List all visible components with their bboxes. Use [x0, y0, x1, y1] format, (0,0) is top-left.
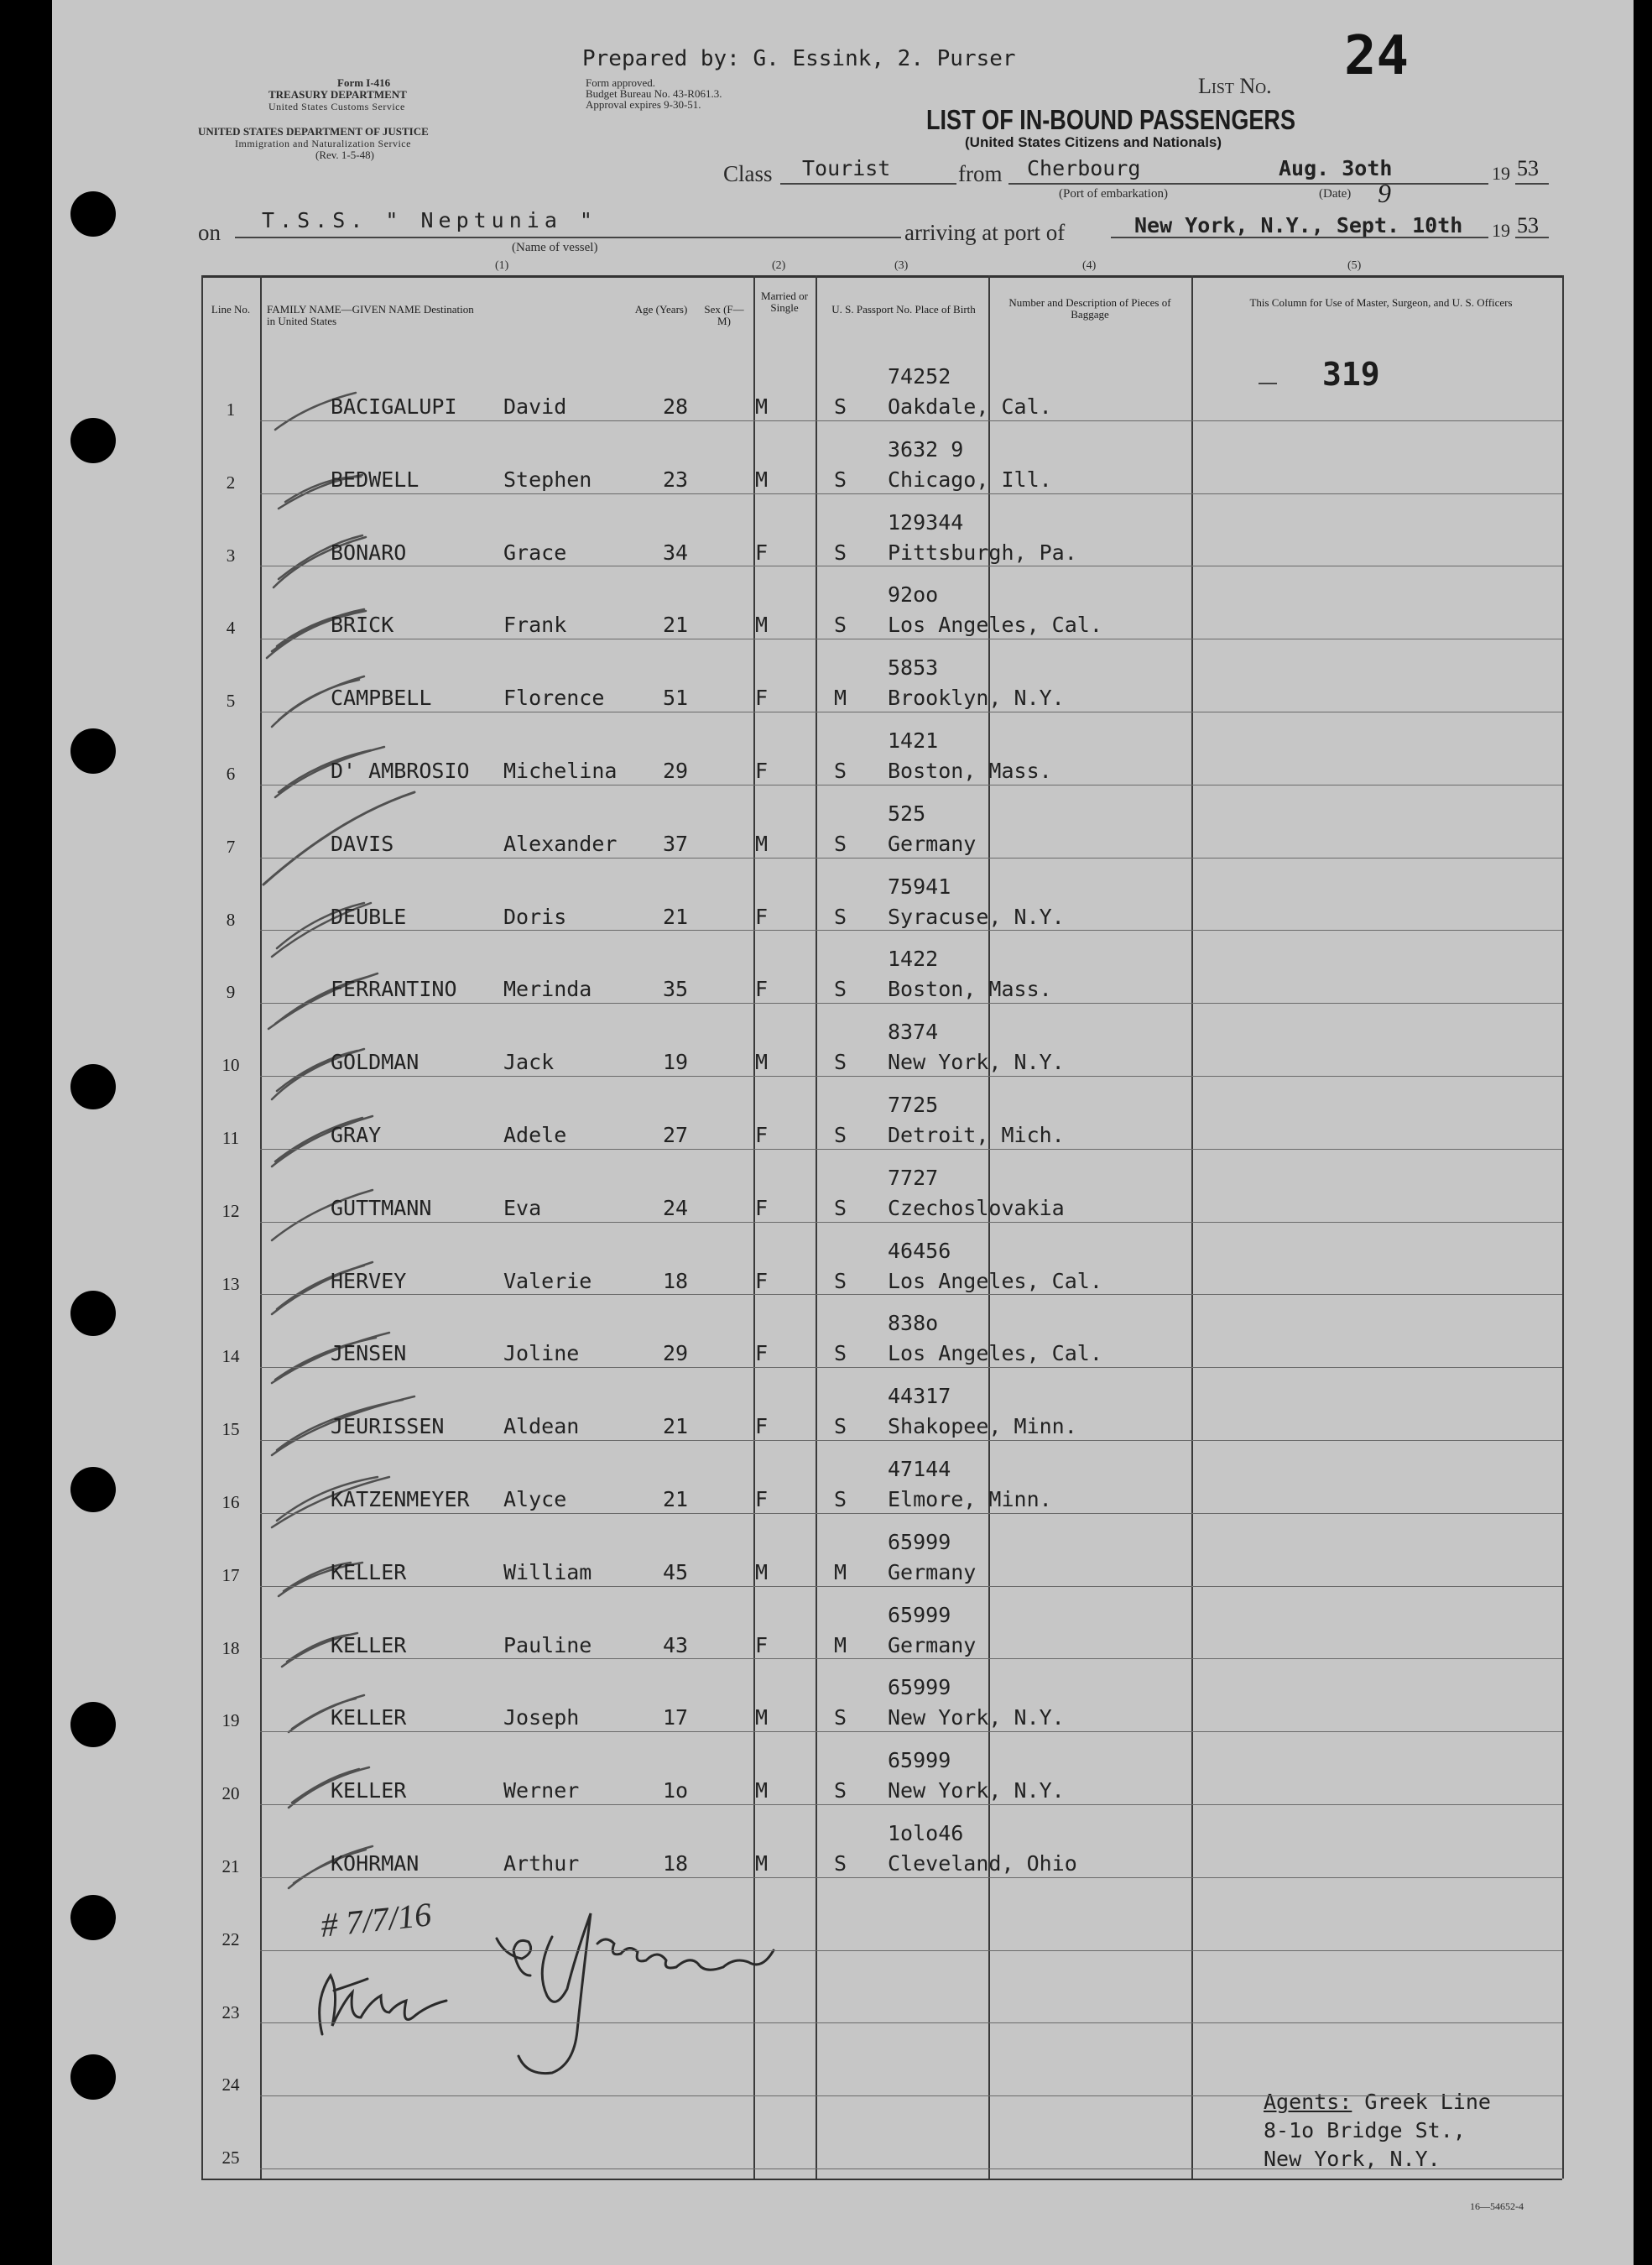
cell-line: 20 [221, 1783, 240, 1804]
cell-line: 25 [221, 2148, 240, 2168]
cell-family: KATZENMEYER [331, 1487, 470, 1511]
cell-given: Aldean [503, 1414, 580, 1439]
cell-given: Valerie [503, 1268, 592, 1293]
cell-line: 7 [226, 836, 236, 857]
cell-sex: M [755, 1778, 769, 1803]
cell-given: Joline [503, 1341, 580, 1366]
list-no-label: List No. [1198, 74, 1272, 98]
cell-birth: New York, N.Y. [888, 1705, 1065, 1730]
class-value: Tourist [802, 156, 891, 180]
row-rule [260, 2095, 1562, 2096]
cell-sex: F [755, 540, 769, 565]
cell-birth: Boston, Mass. [888, 977, 1052, 1002]
cell-passport: 3632 9 [888, 436, 964, 462]
cell-family: DEUBLE [331, 904, 407, 929]
cell-birth: New York, N.Y. [888, 1050, 1065, 1075]
cell-ms: S [834, 1487, 847, 1511]
cell-birth: Syracuse, N.Y. [888, 904, 1065, 929]
cell-given: Werner [503, 1778, 580, 1803]
cell-ms: S [834, 1705, 847, 1730]
cell-given: Pauline [503, 1632, 592, 1657]
cell-line: 3 [226, 545, 236, 566]
cell-sex: F [755, 1341, 769, 1366]
cell-given: Joseph [503, 1705, 580, 1730]
handwritten-note: # 7/7/16 [319, 1895, 434, 1944]
cell-age: 34 [663, 540, 689, 565]
immigration-service: Immigration and Naturalization Service [235, 138, 411, 149]
cell-passport: 92oo [888, 582, 939, 608]
cell-birth: Czechoslovakia [888, 1195, 1065, 1220]
agents-address-1: 8-1o Bridge St., [1264, 2118, 1466, 2142]
row-rule [260, 420, 1562, 421]
form-id: Form I-416 [337, 76, 391, 89]
row-rule [260, 1586, 1562, 1587]
cell-ms: S [834, 467, 847, 492]
cell-given: Alyce [503, 1487, 567, 1511]
col-number: (1) [495, 259, 509, 272]
cell-family: FERRANTINO [331, 977, 457, 1002]
officer-stamp-number: 319 [1322, 356, 1380, 393]
cell-line: 11 [221, 1128, 240, 1148]
cell-line: 1 [226, 399, 236, 420]
cell-birth: Los Angeles, Cal. [888, 1341, 1102, 1366]
arrival-year: 53 [1517, 213, 1539, 237]
col-head-age: Age (Years) [634, 303, 688, 316]
cell-ms: S [834, 1414, 847, 1439]
cell-sex: M [755, 1705, 769, 1730]
cell-age: 37 [663, 831, 689, 856]
cell-ms: S [834, 831, 847, 856]
cell-given: Alexander [503, 831, 618, 856]
cell-line: 12 [221, 1200, 240, 1221]
col-head-sex: Sex (F—M) [704, 303, 744, 327]
cell-family: KELLER [331, 1778, 407, 1803]
cell-given: Michelina [503, 759, 618, 783]
cell-passport: 46456 [888, 1238, 951, 1263]
cell-passport: 47144 [888, 1457, 951, 1481]
cell-given: Doris [503, 904, 567, 929]
cell-line: 16 [221, 1492, 240, 1512]
row-rule [260, 2022, 1562, 2023]
row-rule [260, 1804, 1562, 1805]
list-number: 24 [1344, 25, 1410, 87]
cell-age: 45 [663, 1559, 689, 1584]
expires-line: Approval expires 9-30-51. [586, 98, 701, 111]
cell-sex: F [755, 1632, 769, 1657]
cell-sex: M [755, 1050, 769, 1075]
cell-ms: S [834, 1268, 847, 1293]
cell-given: Eva [503, 1195, 542, 1220]
cell-sex: F [755, 1123, 769, 1147]
cell-ms: S [834, 1050, 847, 1075]
cell-passport: 838o [888, 1311, 939, 1336]
cell-birth: Shakopee, Minn. [888, 1414, 1077, 1439]
revision: (Rev. 1-5-48) [315, 149, 374, 161]
col-number: (4) [1082, 259, 1097, 272]
cell-line: 17 [221, 1564, 240, 1585]
cell-sex: F [755, 1195, 769, 1220]
cell-age: 21 [663, 1414, 689, 1439]
row-rule [260, 1367, 1562, 1368]
cell-birth: Germany [888, 831, 977, 856]
col-head-line: Line No. [211, 303, 251, 316]
cell-sex: F [755, 1487, 769, 1511]
cell-family: GRAY [331, 1123, 382, 1147]
col-head-passport: U. S. Passport No. Place of Birth [831, 303, 976, 316]
cell-passport: 7727 [888, 1165, 939, 1190]
arrival-year-prefix: 19 [1492, 220, 1510, 241]
cell-family: GOLDMAN [331, 1050, 420, 1075]
cell-ms: S [834, 1851, 847, 1876]
cell-given: David [503, 394, 567, 419]
arriving-label: arriving at port of [904, 220, 1066, 245]
cell-line: 19 [221, 1710, 240, 1731]
agents-block [1264, 2090, 1491, 2114]
cell-age: 43 [663, 1632, 689, 1657]
row-rule [260, 1513, 1562, 1514]
cell-sex: M [755, 1559, 769, 1584]
date-year-prefix: 19 [1492, 163, 1510, 184]
cell-sex: F [755, 977, 769, 1002]
cell-passport: 8374 [888, 1020, 939, 1045]
cell-passport: 129344 [888, 509, 964, 535]
cell-line: 15 [221, 1419, 240, 1440]
cell-sex: F [755, 1268, 769, 1293]
arrival-value: New York, N.Y., Sept. 10th [1134, 213, 1463, 237]
cell-age: 35 [663, 977, 689, 1002]
agents-address-2: New York, N.Y. [1264, 2147, 1441, 2171]
row-rule [260, 493, 1562, 494]
cell-age: 18 [663, 1851, 689, 1876]
cell-line: 21 [221, 1856, 240, 1876]
prepared-by: Prepared by: G. Essink, 2. Purser [582, 46, 1016, 71]
cell-age: 1o [663, 1778, 689, 1803]
cell-line: 6 [226, 764, 236, 784]
row-rule [260, 1950, 1562, 1951]
cell-ms: S [834, 977, 847, 1002]
cell-age: 21 [663, 613, 689, 638]
cell-line: 5 [226, 691, 236, 712]
cell-family: KELLER [331, 1559, 407, 1584]
cell-sex: F [755, 1414, 769, 1439]
from-value: Cherbourg [1027, 156, 1141, 180]
cell-sex: F [755, 904, 769, 929]
cell-age: 18 [663, 1268, 689, 1293]
cell-family: HERVEY [331, 1268, 407, 1293]
cell-age: 19 [663, 1050, 689, 1075]
cell-sex: M [755, 394, 769, 419]
customs-service: United States Customs Service [268, 101, 405, 112]
vessel-name: T.S.S. " Neptunia " [262, 208, 597, 232]
on-label: on [198, 220, 221, 245]
cell-birth: Brooklyn, N.Y. [888, 686, 1065, 711]
cell-passport: 65999 [888, 1675, 951, 1700]
cell-birth: Boston, Mass. [888, 759, 1052, 783]
cell-age: 29 [663, 1341, 689, 1366]
cell-family: BRICK [331, 613, 394, 638]
cell-sex: M [755, 831, 769, 856]
budget-line: Budget Bureau No. 43-R061.3. [586, 87, 722, 100]
cell-family: KELLER [331, 1632, 407, 1657]
cell-age: 21 [663, 904, 689, 929]
cell-family: GUTTMANN [331, 1195, 432, 1220]
row-rule [260, 1731, 1562, 1732]
cell-age: 29 [663, 759, 689, 783]
cell-passport: 44317 [888, 1384, 951, 1409]
cell-line: 10 [221, 1055, 240, 1076]
cell-family: BEDWELL [331, 467, 420, 492]
vessel-caption: (Name of vessel) [512, 241, 598, 254]
cell-birth: Los Angeles, Cal. [888, 613, 1102, 638]
cell-birth: Cleveland, Ohio [888, 1851, 1077, 1876]
cell-sex: F [755, 686, 769, 711]
cell-line: 8 [226, 909, 236, 930]
cell-passport: 1421 [888, 728, 939, 753]
cell-ms: M [834, 1632, 847, 1657]
cell-given: Grace [503, 540, 567, 565]
cell-line: 18 [221, 1637, 240, 1658]
cell-passport: 525 [888, 801, 926, 826]
cell-passport: 7725 [888, 1093, 939, 1117]
treasury-dept: TREASURY DEPARTMENT [268, 88, 407, 101]
cell-family: DAVIS [331, 831, 394, 856]
cell-birth: New York, N.Y. [888, 1778, 1065, 1803]
cell-ms: S [834, 759, 847, 783]
col-head-married: Married or Single [761, 290, 808, 314]
row-rule [260, 1440, 1562, 1441]
footer-code: 16—54652-4 [1470, 2200, 1524, 2212]
row-rule [260, 1877, 1562, 1878]
cell-birth: Germany [888, 1632, 977, 1657]
cell-passport: 74252 [888, 364, 951, 389]
cell-sex: M [755, 613, 769, 638]
date-year: 53 [1517, 156, 1539, 180]
col-number: (2) [772, 259, 786, 272]
agents-line1: Greek Line [1364, 2090, 1491, 2114]
agents-label: Agents: [1264, 2090, 1352, 2114]
row-rule [260, 1149, 1562, 1150]
cell-family: BONARO [331, 540, 407, 565]
cell-birth: Elmore, Minn. [888, 1487, 1052, 1511]
cell-ms: S [834, 540, 847, 565]
cell-ms: S [834, 613, 847, 638]
cell-birth: Pittsburgh, Pa. [888, 540, 1077, 565]
cell-family: JEURISSEN [331, 1414, 445, 1439]
cell-passport: 5853 [888, 655, 939, 681]
row-rule [260, 1658, 1562, 1659]
cell-age: 28 [663, 394, 689, 419]
cell-birth: Oakdale, Cal. [888, 394, 1052, 419]
cell-passport: 75941 [888, 874, 951, 899]
cell-ms: M [834, 686, 847, 711]
cell-given: Stephen [503, 467, 592, 492]
cell-family: CAMPBELL [331, 686, 432, 711]
cell-family: KELLER [331, 1705, 407, 1730]
cell-ms: S [834, 1123, 847, 1147]
date-handwritten: 9 [1378, 178, 1391, 208]
page-subtitle: (United States Citizens and Nationals) [965, 134, 1222, 150]
port-caption: (Port of embarkation) [1059, 187, 1168, 201]
cell-given: Arthur [503, 1851, 580, 1876]
cell-birth: Detroit, Mich. [888, 1123, 1065, 1147]
date-caption: (Date) [1319, 187, 1352, 201]
cell-ms: S [834, 1195, 847, 1220]
cell-sex: F [755, 759, 769, 783]
cell-ms: S [834, 1341, 847, 1366]
cell-line: 2 [226, 472, 236, 493]
cell-age: 21 [663, 1487, 689, 1511]
cell-family: KOHRMAN [331, 1851, 420, 1876]
cell-sex: M [755, 467, 769, 492]
approved-line: Form approved. [586, 76, 656, 89]
cell-age: 51 [663, 686, 689, 711]
cell-line: 13 [221, 1273, 240, 1294]
cell-given: Merinda [503, 977, 592, 1002]
row-rule [260, 858, 1562, 859]
cell-given: William [503, 1559, 592, 1584]
row-rule [260, 1294, 1562, 1295]
cell-ms: S [834, 394, 847, 419]
cell-sex: M [755, 1851, 769, 1876]
cell-family: D' AMBROSIO [331, 759, 470, 783]
cell-birth: Germany [888, 1559, 977, 1584]
cell-given: Frank [503, 613, 567, 638]
cell-given: Florence [503, 686, 605, 711]
cell-family: BACIGALUPI [331, 394, 457, 419]
row-rule [260, 1222, 1562, 1223]
cell-ms: S [834, 904, 847, 929]
cell-line: 24 [221, 2075, 240, 2095]
cell-age: 23 [663, 467, 689, 492]
cell-age: 17 [663, 1705, 689, 1730]
cell-passport: 65999 [888, 1602, 951, 1627]
class-label: Class [723, 161, 773, 186]
col-head-baggage: Number and Description of Pieces of Baggage [1008, 296, 1171, 321]
justice-dept: UNITED STATES DEPARTMENT OF JUSTICE [198, 125, 429, 138]
row-rule [260, 2168, 1562, 2169]
cell-line: 14 [221, 1346, 240, 1367]
cell-passport: 1422 [888, 947, 939, 972]
col-head-officers: This Column for Use of Master, Surgeon, and U. S. Officers [1249, 296, 1513, 309]
cell-age: 27 [663, 1123, 689, 1147]
cell-passport: 65999 [888, 1748, 951, 1773]
date-value: Aug. 3oth [1279, 156, 1393, 180]
cell-passport: 1olo46 [888, 1821, 964, 1845]
cell-birth: Chicago, Ill. [888, 467, 1052, 492]
cell-ms: S [834, 1778, 847, 1803]
cell-given: Adele [503, 1123, 567, 1147]
cell-birth: Los Angeles, Cal. [888, 1268, 1102, 1293]
cell-given: Jack [503, 1050, 555, 1075]
from-label: from [958, 161, 1003, 186]
col-number: (3) [894, 259, 909, 272]
col-number: (5) [1347, 259, 1362, 272]
document-page [52, 0, 1634, 2265]
row-rule [260, 930, 1562, 931]
row-rule [260, 1076, 1562, 1077]
cell-line: 9 [226, 982, 236, 1003]
cell-age: 24 [663, 1195, 689, 1220]
cell-ms: M [834, 1559, 847, 1584]
cell-line: 4 [226, 618, 236, 639]
row-rule [260, 1003, 1562, 1004]
cell-line: 22 [221, 1928, 240, 1949]
page-title: LIST OF IN-BOUND PASSENGERS [926, 104, 1296, 135]
col-head-name: FAMILY NAME—GIVEN NAME Destination in United States [267, 303, 474, 327]
cell-line: 23 [221, 2001, 240, 2022]
cell-family: JENSEN [331, 1341, 407, 1366]
cell-passport: 65999 [888, 1529, 951, 1554]
